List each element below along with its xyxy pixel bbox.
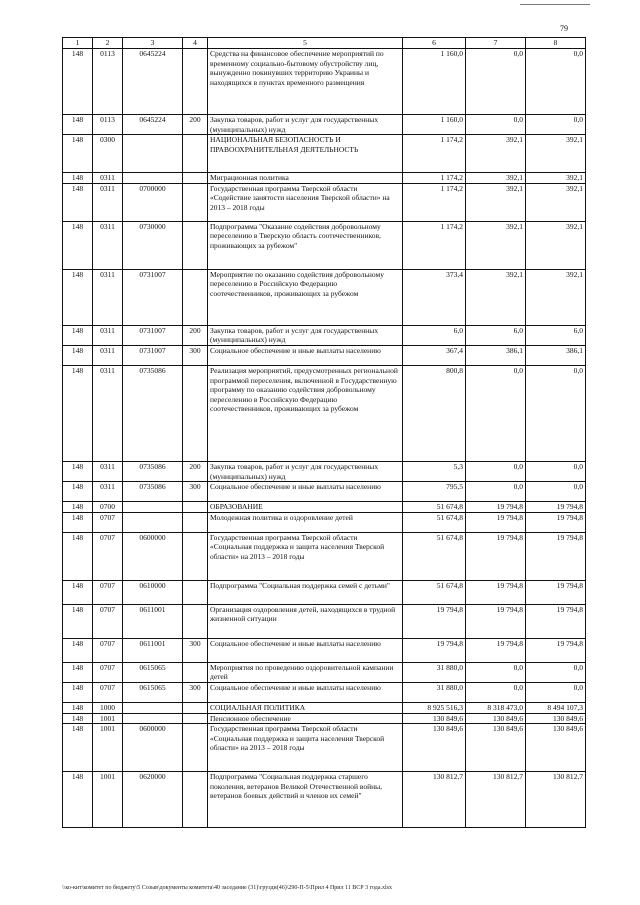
table-row [63,461,586,481]
cell-c4 [183,532,208,580]
cell-v8: 0,0 [526,115,586,135]
cell-name: Подпрограмма "Социальная поддержка семей с детьми" [208,580,403,604]
cell-name: НАЦИОНАЛЬНАЯ БЕЗОПАСНОСТЬ И ПРАВООХРАНИТЕЛЬНАЯ ДЕЯТЕЛЬНОСТЬ [208,135,403,173]
cell-c2: 0707 [93,638,123,662]
cell-c1: 148 [63,461,93,481]
table-row [63,173,586,184]
cell-c1: 148 [63,702,93,713]
cell-c2: 0707 [93,682,123,702]
cell-v7: 0,0 [466,662,526,682]
cell-v7: 0,0 [466,461,526,481]
cell-c2: 1000 [93,702,123,713]
cell-v6: 795,5 [403,482,466,502]
table-row [63,482,586,502]
cell-v8: 19 794,8 [526,512,586,532]
cell-c2: 0707 [93,604,123,638]
table-row [63,604,586,638]
cell-c3: 0615065 [123,662,183,682]
cell-v8: 6,0 [526,325,586,345]
cell-c3: 0730000 [123,221,183,269]
cell-c4 [183,702,208,713]
cell-v6: 800,8 [403,365,466,461]
cell-c1: 148 [63,682,93,702]
table-body [63,49,586,828]
cell-v6: 1 160,0 [403,49,466,115]
cell-c4 [183,49,208,115]
cell-c1: 148 [63,502,93,513]
cell-c3: 0645224 [123,49,183,115]
cell-c3: 0611001 [123,638,183,662]
cell-v6: 5,3 [403,461,466,481]
cell-v8: 392,1 [526,135,586,173]
cell-c4 [183,772,208,828]
cell-v8: 19 794,8 [526,580,586,604]
cell-v7: 19 794,8 [466,532,526,580]
cell-v6: 51 674,8 [403,502,466,513]
cell-name: Мероприятие по оказанию содействия добровольному переселению в Российскую Федерацию соотечественников, проживающих за рубежом [208,269,403,325]
cell-v6: 1 174,2 [403,173,466,184]
cell-c4 [183,512,208,532]
cell-c1: 148 [63,724,93,772]
cell-v7: 0,0 [466,365,526,461]
cell-c3: 0700000 [123,183,183,221]
cell-v7: 19 794,8 [466,604,526,638]
cell-c1: 148 [63,580,93,604]
cell-name: Государственная программа Тверской области «Социальная поддержка и защита населения Тверской области» на 2013 – 2018 годы [208,532,403,580]
cell-v7: 392,1 [466,173,526,184]
cell-v7: 392,1 [466,221,526,269]
cell-name: Закупка товаров, работ и услуг для государственных (муниципальных) нужд [208,461,403,481]
table-row [63,580,586,604]
cell-c1: 148 [63,662,93,682]
cell-c3 [123,173,183,184]
cell-v7: 6,0 [466,325,526,345]
table-row [63,638,586,662]
cell-c4: 200 [183,115,208,135]
cell-c2: 0311 [93,325,123,345]
table-row [63,702,586,713]
cell-c1: 148 [63,49,93,115]
budget-table [62,37,586,828]
cell-c4: 300 [183,638,208,662]
cell-c2: 0311 [93,183,123,221]
cell-c4 [183,183,208,221]
cell-c3: 0731007 [123,269,183,325]
cell-c4: 200 [183,461,208,481]
cell-name: ОБРАЗОВАНИЕ [208,502,403,513]
cell-name: Подпрограмма "Социальная поддержка старшего поколения, ветеранов Великой Отечественной войны, ветеранов боевых действий и членов их семей" [208,772,403,828]
cell-v8: 0,0 [526,662,586,682]
cell-c4: 300 [183,482,208,502]
cell-v7: 8 318 473,0 [466,702,526,713]
cell-v6: 373,4 [403,269,466,325]
table-row [63,345,586,365]
cell-c4 [183,135,208,173]
cell-name: Средства на финансовое обеспечение мероприятий по временному социально-бытовому обустройству лиц, вынужденно покинувших территорию Украины и находящихся в пунктах временного размещения [208,49,403,115]
cell-c2: 0700 [93,502,123,513]
cell-v8: 19 794,8 [526,638,586,662]
cell-name: Миграционная политика [208,173,403,184]
cell-c3 [123,702,183,713]
cell-v7: 19 794,8 [466,502,526,513]
cell-v7: 392,1 [466,183,526,221]
cell-c4: 200 [183,325,208,345]
cell-c3 [123,135,183,173]
cell-c2: 0311 [93,173,123,184]
cell-v6: 19 794,8 [403,604,466,638]
cell-v6: 31 880,0 [403,662,466,682]
table-row [63,682,586,702]
cell-c4 [183,662,208,682]
cell-c1: 148 [63,713,93,724]
cell-c4 [183,221,208,269]
cell-c1: 148 [63,512,93,532]
cell-name: Реализация мероприятий, предусмотренных региональной программой переселения, включенной в Государственную программу по оказанию содействия добровольному переселению в Российскую Федерацию соотечественников, проживающих за рубежом [208,365,403,461]
cell-c1: 148 [63,269,93,325]
cell-c1: 148 [63,221,93,269]
cell-c1: 148 [63,604,93,638]
cell-c3: 0731007 [123,325,183,345]
cell-c3: 0731007 [123,345,183,365]
cell-v6: 1 174,2 [403,221,466,269]
cell-c3: 0735086 [123,482,183,502]
cell-c1: 148 [63,325,93,345]
cell-v7: 19 794,8 [466,580,526,604]
cell-v8: 19 794,8 [526,532,586,580]
cell-v7: 130 849,6 [466,724,526,772]
table-row [63,713,586,724]
cell-c3 [123,512,183,532]
cell-name: Социальное обеспечение и иные выплаты населению [208,682,403,702]
cell-c4 [183,173,208,184]
cell-c3 [123,713,183,724]
cell-name: Закупка товаров, работ и услуг для государственных (муниципальных) нужд [208,115,403,135]
cell-v7: 392,1 [466,135,526,173]
header-col-5: 5 [208,38,403,49]
cell-v6: 130 812,7 [403,772,466,828]
cell-v7: 19 794,8 [466,638,526,662]
cell-v8: 0,0 [526,461,586,481]
cell-v8: 0,0 [526,682,586,702]
cell-c2: 0311 [93,461,123,481]
cell-name: Государственная программа Тверской области «Социальная поддержка и защита населения Тверской области» на 2013 – 2018 годы [208,724,403,772]
cell-c4 [183,580,208,604]
cell-v8: 19 794,8 [526,604,586,638]
cell-c4: 300 [183,682,208,702]
cell-v6: 1 174,2 [403,183,466,221]
cell-c3: 0620000 [123,772,183,828]
cell-c1: 148 [63,173,93,184]
cell-c2: 1001 [93,713,123,724]
cell-v7: 130 812,7 [466,772,526,828]
cell-name: Социальное обеспечение и иные выплаты населению [208,638,403,662]
cell-c3: 0600000 [123,532,183,580]
header-col-2: 2 [93,38,123,49]
table-row [63,512,586,532]
cell-name: СОЦИАЛЬНАЯ ПОЛИТИКА [208,702,403,713]
cell-v7: 0,0 [466,682,526,702]
cell-v8: 0,0 [526,482,586,502]
cell-c1: 148 [63,115,93,135]
table-row [63,502,586,513]
cell-c3: 0735086 [123,365,183,461]
table-row [63,724,586,772]
cell-v7: 0,0 [466,49,526,115]
header-col-7: 7 [466,38,526,49]
cell-v8: 0,0 [526,49,586,115]
cell-v6: 6,0 [403,325,466,345]
cell-c4 [183,713,208,724]
cell-c2: 0311 [93,269,123,325]
cell-c2: 0113 [93,115,123,135]
cell-c4 [183,269,208,325]
table-row [63,772,586,828]
cell-v8: 0,0 [526,365,586,461]
cell-c1: 148 [63,482,93,502]
cell-c2: 0707 [93,580,123,604]
cell-c1: 148 [63,638,93,662]
cell-v6: 19 794,8 [403,638,466,662]
table-row [63,532,586,580]
cell-v8: 392,1 [526,173,586,184]
cell-c2: 0707 [93,532,123,580]
cell-v6: 31 880,0 [403,682,466,702]
cell-c1: 148 [63,345,93,365]
cell-v6: 367,4 [403,345,466,365]
cell-c4: 300 [183,345,208,365]
header-col-8: 8 [526,38,586,49]
cell-c3: 0645224 [123,115,183,135]
cell-name: Социальное обеспечение и иные выплаты населению [208,345,403,365]
cell-name: Молодежная политика и оздоровление детей [208,512,403,532]
file-path-footer: \\ко-кит\комитет по бюджету\5 Созыв\документы комитета\40 заседание (31)\грузди(46)\290-П-5\Прил 4 Прил 11 ВСР 3 года.xlsx [62,885,392,891]
cell-c2: 0311 [93,345,123,365]
cell-c1: 148 [63,135,93,173]
header-col-1: 1 [63,38,93,49]
cell-c2: 0707 [93,512,123,532]
cell-name: Мероприятия по проведению оздоровительной кампании детей [208,662,403,682]
cell-v6: 51 674,8 [403,580,466,604]
cell-v8: 130 849,6 [526,713,586,724]
cell-c4 [183,604,208,638]
cell-name: Пенсионное обеспечение [208,713,403,724]
cell-c3: 0610000 [123,580,183,604]
cell-v6: 51 674,8 [403,512,466,532]
cell-v7: 392,1 [466,269,526,325]
cell-name: Социальное обеспечение и иные выплаты населению [208,482,403,502]
cell-v8: 392,1 [526,183,586,221]
cell-v6: 1 160,0 [403,115,466,135]
cell-name: Закупка товаров, работ и услуг для государственных (муниципальных) нужд [208,325,403,345]
cell-c2: 0113 [93,49,123,115]
table-row [63,115,586,135]
cell-c3: 0615065 [123,682,183,702]
cell-c2: 0311 [93,365,123,461]
cell-v7: 386,1 [466,345,526,365]
cell-c4 [183,724,208,772]
cell-v7: 19 794,8 [466,512,526,532]
header-col-6: 6 [403,38,466,49]
cell-v6: 130 849,6 [403,724,466,772]
cell-v8: 392,1 [526,221,586,269]
header-col-4: 4 [183,38,208,49]
cell-c2: 0311 [93,482,123,502]
table-row [63,183,586,221]
cell-c3: 0611001 [123,604,183,638]
cell-name: Подпрограмма "Оказание содействия добровольному переселению в Тверскую область соотечественников, проживающих за рубежом" [208,221,403,269]
cell-c2: 0311 [93,221,123,269]
top-scan-mark [520,0,590,5]
cell-v7: 0,0 [466,482,526,502]
cell-v6: 130 849,6 [403,713,466,724]
table-row [63,135,586,173]
cell-c4 [183,502,208,513]
table-row [63,325,586,345]
cell-c4 [183,365,208,461]
cell-v8: 392,1 [526,269,586,325]
cell-c2: 1001 [93,772,123,828]
cell-c2: 0707 [93,662,123,682]
cell-c1: 148 [63,532,93,580]
cell-v6: 8 925 516,3 [403,702,466,713]
cell-name: Организация оздоровления детей, находящихся в трудной жизненной ситуации [208,604,403,638]
cell-c1: 148 [63,183,93,221]
page-number: 79 [560,24,568,33]
table-header-row [63,38,586,49]
cell-c1: 148 [63,772,93,828]
cell-name: Государственная программа Тверской области «Содействие занятости населения Тверской области» на 2013 – 2018 годы [208,183,403,221]
table-row [63,49,586,115]
cell-v7: 0,0 [466,115,526,135]
cell-v6: 51 674,8 [403,532,466,580]
cell-c3 [123,502,183,513]
cell-v8: 130 812,7 [526,772,586,828]
cell-c3: 0735086 [123,461,183,481]
cell-c1: 148 [63,365,93,461]
cell-c2: 0300 [93,135,123,173]
table-row [63,662,586,682]
table-row [63,221,586,269]
header-col-3: 3 [123,38,183,49]
cell-v7: 130 849,6 [466,713,526,724]
cell-c2: 1001 [93,724,123,772]
cell-v8: 386,1 [526,345,586,365]
table-row [63,365,586,461]
cell-v8: 8 494 107,3 [526,702,586,713]
table-row [63,269,586,325]
cell-c3: 0600000 [123,724,183,772]
cell-v6: 1 174,2 [403,135,466,173]
cell-v8: 19 794,8 [526,502,586,513]
cell-v8: 130 849,6 [526,724,586,772]
